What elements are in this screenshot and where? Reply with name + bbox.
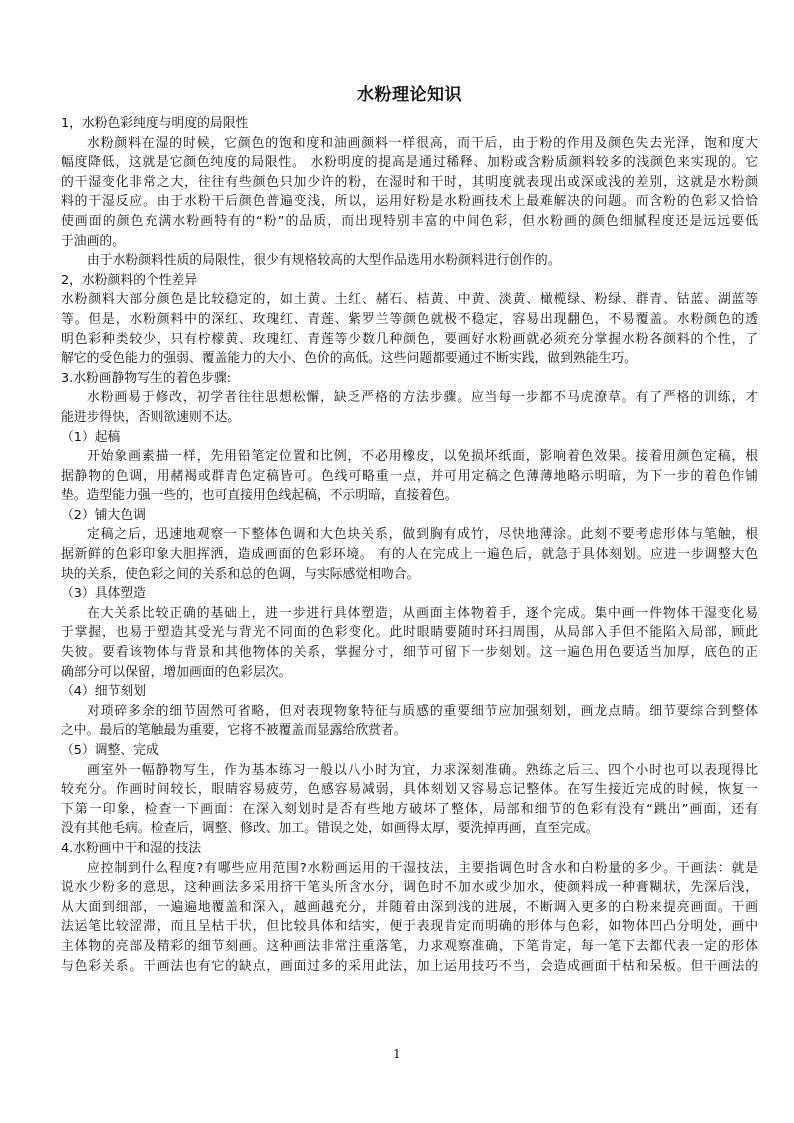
paragraph-first-line: 水粉画易于修改，初学者往往思想松懈，缺乏严格的方法步骤。应当每一步都不马虎潦草。有了严格的训练，才 [87,390,758,406]
body-line: 下第一印象，检查一下画面：在深入刻划时是否有些地方破坏了整体，局部和细节的色彩有没有“跳出”画面，还有 [61,801,758,817]
body-line: 失彼。要看该物体与背景和其他物体的关系，掌握分寸，细节可留下一步刻划。这一遍色用色要适当加厚，底色的正 [61,645,758,661]
paragraph-last-line: 块的关系，使色彩之间的关系和总的色调，与实际感觉相吻合。 [61,566,420,582]
body-line: 据静物的色调，用赭褐或群青色定稿皆可。色线可略重一点，并可用定稿之色薄薄地略示明暗，为下一步的着色作铺 [61,468,758,484]
body-line: 水粉颜料大部分颜色是比较稳定的，如土黄、土红、赭石、桔黄、中黄、淡黄、橄榄绿、粉绿、群青、钴蓝、湖蓝等 [61,292,758,308]
paragraph-last-line: 能进步得快，否则欲速则不达。 [61,409,241,425]
body-line: 的干湿变化非常之大，往往有些颜色只加少许的粉，在湿时和干时，其明度就表现出或深或浅的差别，这就是水粉颜 [61,174,758,190]
body-line: 幅度降低，这就是它颜色纯度的局限性。 水粉明度的提高是通过稀释、加粉或含粉质颜料较多的浅颜色来实现的。它 [61,155,758,171]
paragraph-first-line: 定稿之后，迅速地观察一下整体色调和大色块关系，做到胸有成竹，尽快地薄涂。此刻不要考虑形体与笔触，根 [87,527,758,543]
paragraph-first-line: 应控制到什么程度?有哪些应用范围?水粉画运用的干湿技法，主要指调色时含水和白粉量的多少。干画法：就是 [87,860,758,876]
body-line: 于掌握，也易于塑造其受光与背光不同面的色彩变化。此时眼睛要随时环扫周围，从局部入手但不能陷入局部，顾此 [61,625,758,641]
body-line: 较充分。作画时间较长，眼睛容易疲劳，色感容易减弱，具体刻划又容易忘记整体。在写生接近完成的时候，恢复一 [61,782,758,798]
paragraph-last-line: 之中。最后的笔触最为重要，它将不被覆盖而显露给欣赏者。 [61,723,407,739]
page-title: 水粉理论知识 [357,85,462,105]
page-number: 1 [393,1047,401,1061]
paragraph-first-line: 水粉颜料在湿的时候，它颜色的饱和度和油画颜料一样很高，而干后，由于粉的作用及颜色失去光泽，饱和度大 [87,135,758,151]
body-line: 主体物的亮部及精彩的细节刻画。这种画法非常注重落笔，力求观察准确，下笔肯定，每一笔下去都代表一定的形体 [61,938,758,954]
paragraph-first-line: 开始象画素描一样，先用铅笔定位置和比例，不必用橡皮，以免损坏纸面，影响着色效果。接着用颜色定稿，根 [87,449,758,465]
paragraph-first-line: 对琐碎多余的细节固然可省略，但对表现物象特征与质感的重要细节应加强刻划，画龙点睛。细节要综合到整体 [87,703,758,719]
section-heading: （4）细节刻划 [61,684,146,700]
section-heading: （2）铺大色调 [61,507,146,523]
body-line: 等。但是，水粉颜料中的深红、玫瑰红、青莲、紫罗兰等颜色就极不稳定，容易出现翻色，不易覆盖。水粉颜色的透 [61,311,758,327]
section-heading: 4.水粉画中干和湿的技法 [61,840,202,856]
body-line: 使画面的颜色充满水粉画特有的“粉”的品质，而出现特别丰富的中间色彩，但水粉画的颜色细腻程度还是远远要低 [61,213,758,229]
section-heading: 3.水粉画静物写生的着色步骤: [61,370,232,386]
section-heading: （3）具体塑造 [61,586,146,602]
body-line: 法运笔比较涩滞，而且呈枯干状，但比较具体和结实，便于表现肯定而明确的形体与色彩，如物体凹凸分明处，画中 [61,919,758,935]
body-line: 说水少粉多的意思，这种画法多采用挤干笔头所含水分，调色时不加水或少加水，使颜料成一种膏糊状，先深后浅， [61,880,758,896]
body-line: 明色彩种类较少，只有柠檬黄、玫瑰红、青莲等少数几种颜色，要画好水粉画就必须充分掌握水粉各颜料的个性，了 [61,331,758,347]
body-line: 料的干湿反应。由于水粉干后颜色普遍变浅，所以，运用好粉是水粉画技术上最难解决的问题。而含粉的色彩又恰恰 [61,194,758,210]
paragraph-last-line: 没有其他毛病。检查后，调整、修改、加工。错误之处，如画得太厚，要洗掉再画，直至完成。 [61,821,599,837]
paragraph-line: 由于水粉颜料性质的局限性，很少有规格较高的大型作品选用水粉颜料进行创作的。 [87,253,561,269]
section-heading: 1，水粉色彩纯度与明度的局限性 [61,116,249,131]
body-line: 从大面到细部，一遍遍地覆盖和深入，越画越充分，并随着由深到浅的进展，不断调入更多的白粉来提亮画面。干画 [61,899,758,915]
section-heading: 2，水粉颜料的个性差异 [61,272,198,288]
document-body [61,114,758,976]
body-line: 与色彩关系。干画法也有它的缺点，画面过多的采用此法，加上运用技巧不当，会造成画面干枯和呆板。但干画法的 [61,958,758,974]
section-heading: （5）调整、完成 [61,743,159,758]
paragraph-last-line: 确部分可以保留，增加画面的色彩层次。 [61,664,292,680]
paragraph-last-line: 解它的受色能力的强弱、覆盖能力的大小、色价的高低。这些问题都要通过不断实践，做到熟能生巧。 [61,351,637,367]
section-heading: （1）起稿 [61,429,121,445]
paragraph-first-line: 画室外一幅静物写生，作为基本练习一般以八小时为宜，力求深刻准确。熟练之后三、四个小时也可以表现得比 [87,762,758,778]
paragraph-first-line: 在大关系比较正确的基础上，进一步进行具体塑造，从画面主体物着手，逐个完成。集中画一件物体干湿变化易 [87,605,758,621]
paragraph-last-line: 于油画的。 [61,233,125,249]
body-line: 据新鲜的色彩印象大胆挥洒，造成画面的色彩环境。 有的人在完成上一遍色后，就急于具体刻划。应进一步调整大色 [61,547,758,563]
document-content [61,84,758,976]
paragraph-last-line: 垫。造型能力强一些的，也可直接用色线起稿，不示明暗，直接着色。 [61,488,458,504]
